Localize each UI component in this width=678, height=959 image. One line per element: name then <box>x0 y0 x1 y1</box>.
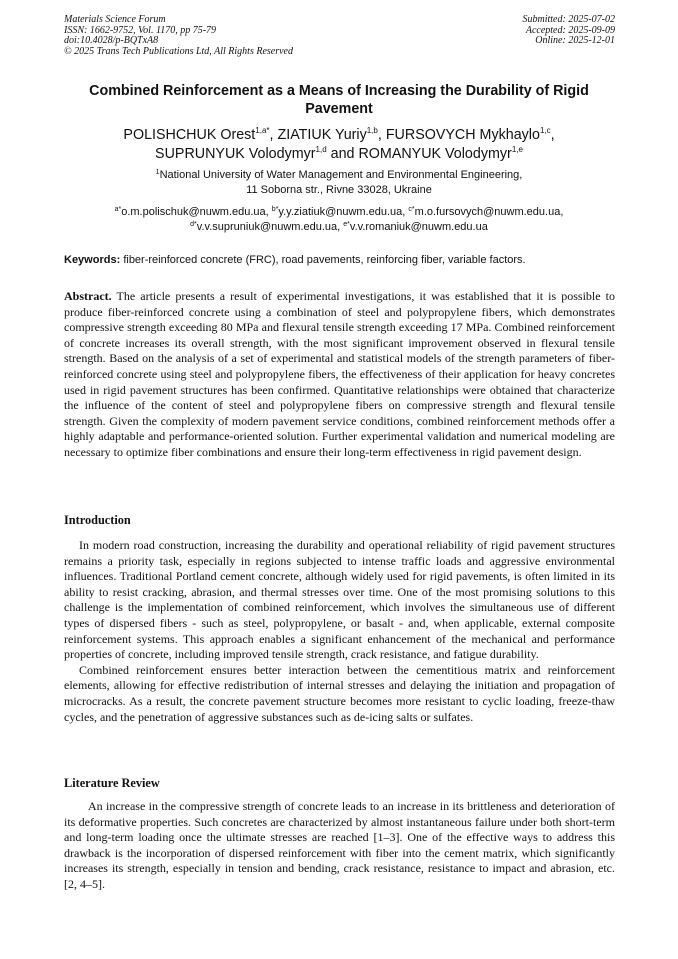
author-name: ROMANYUK Volodymyr <box>358 146 512 162</box>
issn-line: ISSN: 1662-9752, Vol. 1170, pp 75-79 <box>64 24 217 36</box>
copyright-line: © 2025 Trans Tech Publications Ltd, All Rights Reserved <box>64 45 293 57</box>
literature-section <box>64 799 615 893</box>
email-link[interactable]: m.o.fursovych@nuwm.edu.ua <box>414 206 561 218</box>
introduction-heading: Introduction <box>64 513 131 527</box>
literature-paragraph-1: An increase in the compressive strength of concrete leads to an increase in its brittleness and deterioration of its deformative properties. Such concretes are characterized by almost instantaneous failure under both short-term and long-term loading once the ultimate stresses are reached [1–3]. One of the effective ways to address this drawback is the incorporation of dispersed reinforcement with fiber into the cement matrix, which significantly increases its strength, especially in tension and bending, crack resistance, resistance to impact and abrasion, etc. [2, 4–5]. <box>64 799 615 891</box>
online-date: Online: 2025-12-01 <box>535 35 615 47</box>
abstract-text: The article presents a result of experimental investigations, it was established that it is possible to produce fiber-reinforced concrete using a combination of steel and polypropylene fibers, which demonstrates compressive strength exceeding 80 MPa and flexural tensile strength exceeding 17 MPa. Combined reinforcement of concrete increases its overall strength, with the most significant improvement observed in flexural tensile strength. Based on the analysis of a set of experimental and statistical models of the strength parameters of fiber-reinforced concrete using steel and polypropylene fibers, the effectiveness of their application for heavy concretes used in rigid pavement structures has been confirmed. Quantitative relationships were obtained that characterize the influence of the content of steel and polypropylene fibers on compressive strength and flexural tensile strength. Given the complexity of modern pavement service conditions, combined reinforcement methods offer a highly adaptable and performance-oriented solution. Further experimental validation and numerical modeling are necessary to optimize fiber combinations and ensure their long-term effectiveness in rigid pavement design. <box>64 289 615 459</box>
email-link[interactable]: y.y.ziatiuk@nuwm.edu.ua <box>278 206 403 218</box>
dates-info <box>523 15 616 47</box>
author-affil-sup: 1,c <box>539 126 551 135</box>
journal-name: Materials Science Forum <box>64 14 166 25</box>
email-separator: , <box>337 220 344 233</box>
author-affil-sup: 1,d <box>315 145 327 154</box>
affiliation-line-2: 11 Soborna str., Rivne 33028, Ukraine <box>246 183 432 196</box>
introduction-paragraph-2: Combined reinforcement ensures better interaction between the cementitious matrix and reinforcement elements, allowing for effective redistribution of internal stresses and delaying the initiation and propagation of microcracks. As a result, the concrete pavement structure becomes more resistant to cyclic loading, freeze-thaw cycles, and the penetration of aggressive substances such as de-icing salts or sulfates. <box>64 662 615 724</box>
author-separator: , <box>550 127 555 143</box>
introduction-section <box>64 538 615 725</box>
affiliation-line-1: National University of Water Management and Environmental Engineering, <box>159 169 523 181</box>
literature-heading: Literature Review <box>64 776 160 790</box>
author-separator: , <box>269 127 278 143</box>
affiliation <box>64 168 614 197</box>
email-separator: , <box>402 206 409 218</box>
doi-line[interactable]: doi:10.4028/p-BQTxA8 <box>64 35 159 47</box>
email-sup: a* <box>114 206 122 213</box>
author-name: ZIATIUK Yuriy <box>277 127 367 143</box>
author-name: SUPRUNYUK Volodymyr <box>155 146 316 162</box>
email-link[interactable]: o.m.polischuk@nuwm.edu.ua <box>121 206 266 218</box>
author-affil-sup: 1,a* <box>255 126 270 135</box>
email-separator: , <box>560 206 564 218</box>
publication-info <box>64 15 293 57</box>
author-affil-sup: 1,b <box>366 126 378 135</box>
submitted-date: Submitted: 2025-07-02 <box>522 14 615 25</box>
author-name: FURSOVYCH Mykhaylo <box>385 127 540 143</box>
affiliation-sup: 1 <box>155 169 160 176</box>
email-link[interactable]: v.v.romaniuk@nuwm.edu.ua <box>349 220 488 233</box>
email-separator: , <box>265 206 272 218</box>
author-list <box>40 126 638 164</box>
email-list <box>40 205 638 234</box>
email-sup: d* <box>190 220 197 228</box>
paper-title: Combined Reinforcement as a Means of Increasing the Durability of Rigid Pavement <box>89 83 589 117</box>
email-sup: b* <box>271 206 279 213</box>
keywords-text: fiber-reinforced concrete (FRC), road pavements, reinforcing fiber, variable factors. <box>123 254 526 266</box>
email-sup: e* <box>343 220 350 228</box>
author-name: POLISHCHUK Orest <box>123 127 256 143</box>
email-link[interactable]: v.v.supruniuk@nuwm.edu.ua <box>196 220 338 233</box>
author-separator: , <box>377 127 386 143</box>
keywords-line <box>64 253 614 267</box>
email-sup: c* <box>408 206 415 213</box>
author-affil-sup: 1,e <box>511 145 523 154</box>
keywords-label: Keywords: <box>64 254 121 266</box>
author-separator: and <box>326 146 359 162</box>
introduction-paragraph-1: In modern road construction, increasing the durability and operational reliability of rigid pavement structures remains a priority task, especially in regions subjected to intense traffic loads and aggressive environmental influences. Traditional Portland cement concrete, although widely used for rigid pavements, is often limited in its ability to resist cracking, abrasion, and thermal stresses over time. One of the most promising solutions to this challenge is the implementation of combined reinforcement, which involves the simultaneous use of different types of dispersed fibers - such as steel, polypropylene, or basalt - and, when applicable, external composite reinforcement systems. This approach enables a significant enhancement of the mechanical and performance properties of concrete, including improved tensile strength, crack resistance, and fatigue durability. <box>64 538 615 662</box>
accepted-date: Accepted: 2025-09-09 <box>525 24 615 36</box>
abstract <box>64 289 615 461</box>
abstract-label: Abstract. <box>64 289 112 303</box>
